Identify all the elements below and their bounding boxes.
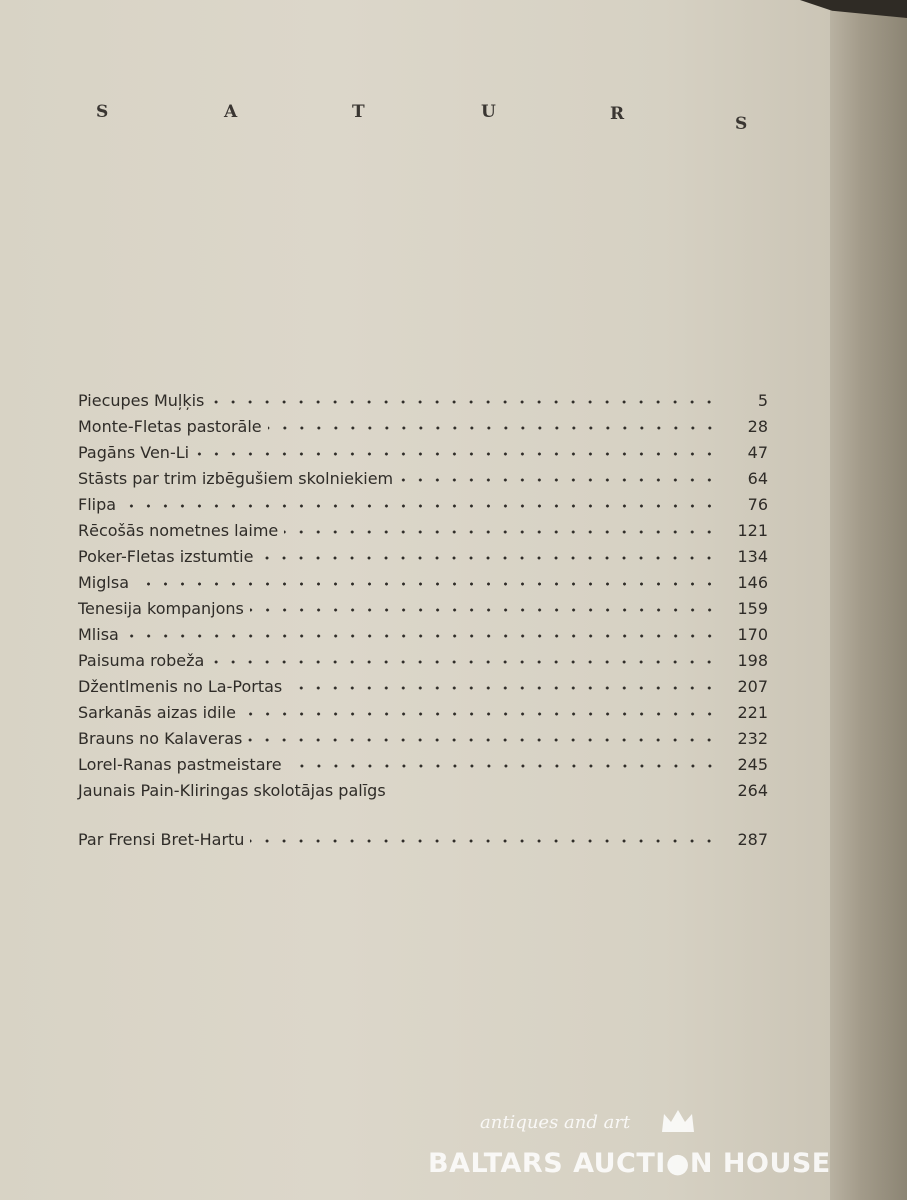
dot-leader — [248, 735, 718, 745]
toc-entry-page: 207 — [737, 677, 768, 696]
toc-entry-title: Lorel-Ranas pastmeistare — [78, 755, 282, 774]
dot-leader — [259, 553, 718, 563]
toc-entry-page: 159 — [737, 599, 768, 618]
toc-entry — [78, 774, 768, 800]
contents-heading — [0, 100, 830, 134]
toc-entry — [78, 696, 768, 722]
toc-entry — [78, 488, 768, 514]
dot-leader — [392, 787, 718, 797]
toc-entry-page: 221 — [737, 703, 768, 722]
page-edge — [830, 0, 907, 1200]
toc-entry-page: 134 — [737, 547, 768, 566]
heading-letter: S — [735, 114, 748, 134]
toc-entry-title: Džentlmenis no La-Portas — [78, 677, 283, 696]
toc-entry-page: 5 — [757, 391, 768, 410]
dot-leader — [210, 397, 718, 407]
toc-entry-page: 264 — [737, 781, 768, 800]
toc-entry — [78, 670, 768, 696]
toc-entry-title: Sarkanās aizas idile — [78, 703, 236, 722]
toc-entry-title: Par Frensi Bret-Hartu — [78, 830, 245, 849]
toc-entry — [78, 722, 768, 748]
watermark-subtitle: antiques and art — [480, 1112, 631, 1133]
dot-leader — [242, 709, 718, 719]
toc-entry — [78, 618, 768, 644]
toc-entry-page: 64 — [747, 469, 768, 488]
heading-letter: R — [610, 104, 625, 124]
toc-entry-page: 287 — [737, 830, 768, 849]
dot-leader — [288, 683, 718, 693]
crown-icon — [660, 1108, 696, 1134]
toc-entry-title: Poker-Fletas izstumtie — [78, 547, 254, 566]
toc-entry-title: Miglsa — [78, 573, 129, 592]
toc-entry-title: Brauns no Kalaveras — [78, 729, 243, 748]
toc-afterword — [78, 823, 768, 849]
dot-leader — [122, 501, 718, 511]
heading-letter: A — [224, 102, 238, 122]
heading-letter: U — [481, 102, 496, 122]
toc-entry-title: Stāsts par trim izbēgušiem skolniekiem — [78, 469, 394, 488]
toc-entry-title: Tenesija kompanjons — [78, 599, 244, 618]
toc-entry — [78, 592, 768, 618]
toc-entry — [78, 514, 768, 540]
toc-entry — [78, 566, 768, 592]
toc-entry-page: 170 — [737, 625, 768, 644]
toc-entry-page: 198 — [737, 651, 768, 670]
watermark-logo-text: BALTARS AUCTI●N HOUSE — [428, 1148, 831, 1179]
toc-entry-page: 146 — [737, 573, 768, 592]
toc-entry-page: 28 — [747, 417, 768, 436]
dot-leader — [268, 423, 718, 433]
dot-leader — [250, 605, 718, 615]
toc-entry-title: Jaunais Pain-Kliringas skolotājas palīgs — [78, 781, 386, 800]
toc-entry-page: 47 — [747, 443, 768, 462]
toc-entry-title: Pagāns Ven-Li — [78, 443, 190, 462]
dot-leader — [135, 579, 718, 589]
toc-entry — [78, 436, 768, 462]
dot-leader — [284, 527, 718, 537]
toc-entry — [78, 748, 768, 774]
toc-entry-page: 245 — [737, 755, 768, 774]
toc-entry-title: Mlisa — [78, 625, 119, 644]
toc-entry — [78, 462, 768, 488]
toc-entry-page: 121 — [737, 521, 768, 540]
heading-letter: S — [96, 102, 109, 122]
toc-entry-page: 232 — [737, 729, 768, 748]
toc-entry — [78, 410, 768, 436]
table-of-contents — [78, 384, 768, 849]
toc-spacer — [78, 800, 768, 823]
dot-leader — [250, 836, 718, 846]
toc-entry-page: 76 — [747, 495, 768, 514]
toc-entry — [78, 644, 768, 670]
toc-entry-title: Piecupes Muļķis — [78, 391, 205, 410]
dot-leader — [399, 475, 718, 485]
dot-leader — [288, 761, 718, 771]
heading-letter: T — [352, 102, 365, 122]
watermark — [428, 1112, 831, 1192]
dot-leader — [195, 449, 718, 459]
dot-leader — [125, 631, 718, 641]
toc-entry-title: Rēcošās nometnes laime — [78, 521, 279, 540]
toc-entry-title: Paisuma robeža — [78, 651, 205, 670]
toc-entry-title: Monte-Fletas pastorāle — [78, 417, 262, 436]
toc-entry — [78, 540, 768, 566]
toc-entry — [78, 384, 768, 410]
toc-entry-title: Flipa — [78, 495, 117, 514]
dot-leader — [210, 657, 718, 667]
